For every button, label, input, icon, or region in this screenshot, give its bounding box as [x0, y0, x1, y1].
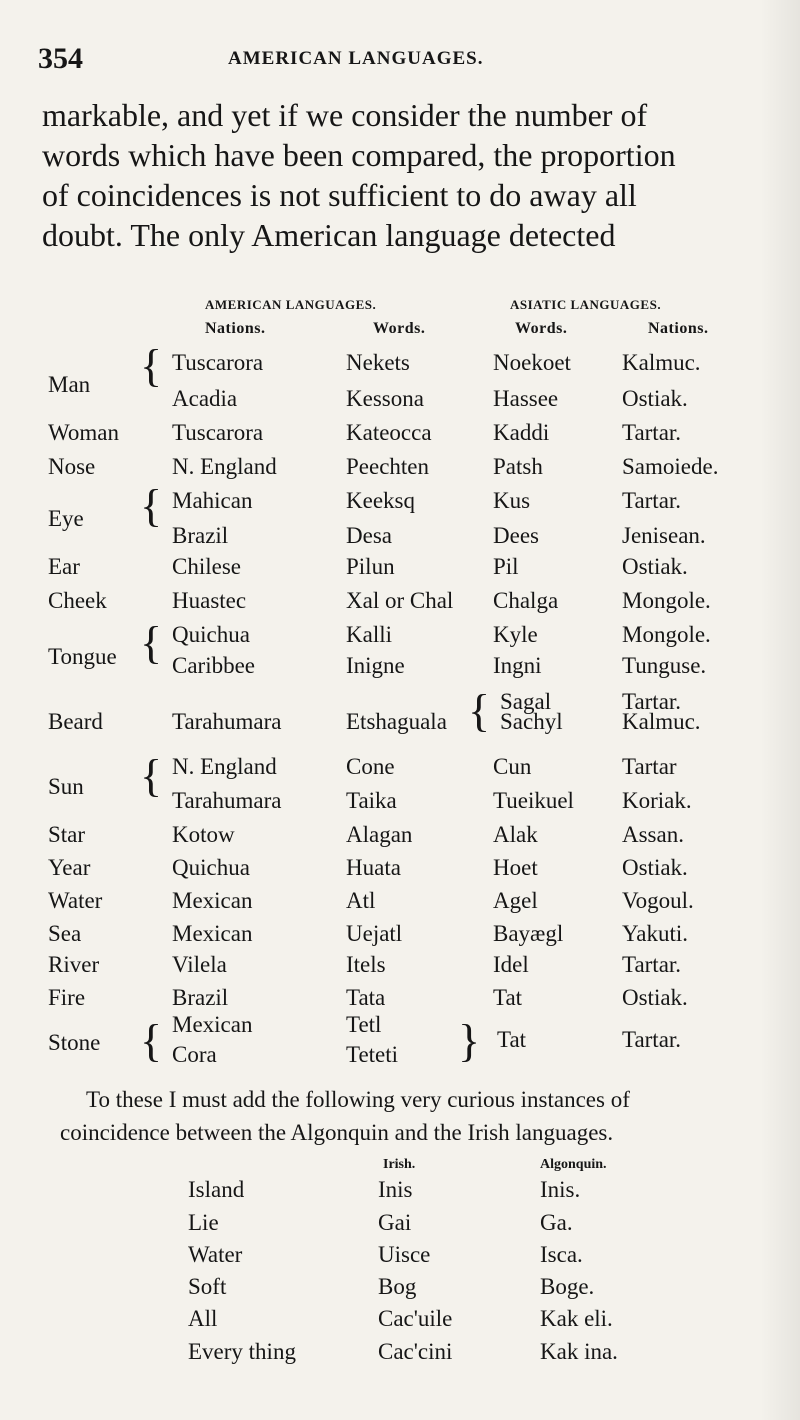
american-nation: Chilese: [172, 554, 241, 579]
irish-term: Uisce: [378, 1242, 431, 1267]
asiatic-nation: Tartar.: [622, 689, 682, 714]
asiatic-word: Kus: [493, 488, 531, 513]
asiatic-nation: Koriak.: [622, 788, 692, 813]
asiatic-nation: Vogoul.: [622, 888, 694, 913]
group-header-asiatic: ASIATIC LANGUAGES.: [510, 297, 662, 312]
asiatic-word: Cun: [493, 754, 532, 779]
american-word: Inigne: [346, 653, 405, 678]
asiatic-word: Alak: [493, 822, 538, 847]
algonquin-term: Kak eli.: [540, 1306, 613, 1331]
american-nation: Huastec: [172, 588, 247, 613]
american-word: Tetl: [346, 1012, 382, 1037]
brace-sun: {: [140, 750, 163, 801]
brace-tongue: {: [140, 617, 163, 668]
asiatic-nation: Assan.: [622, 822, 684, 847]
running-title: AMERICAN LANGUAGES.: [228, 48, 484, 69]
asiatic-nation: Kalmuc.: [622, 350, 701, 375]
english-word: Ear: [48, 554, 80, 579]
intro-line: of coincidences is not sufficient to do away all: [42, 177, 637, 213]
american-word: Desa: [346, 523, 392, 548]
american-nation: N. England: [172, 754, 277, 779]
asiatic-nation: Tartar.: [622, 1027, 682, 1052]
brace-beard: {: [468, 685, 491, 736]
asiatic-word: Idel: [493, 952, 529, 977]
american-word: Taika: [346, 788, 397, 813]
american-word: Kalli: [346, 622, 392, 647]
intro-line: markable, and yet if we consider the number of: [42, 97, 648, 133]
american-nation: Quichua: [172, 622, 250, 647]
page-number: 354: [38, 42, 83, 75]
algonquin-term: Ga.: [540, 1210, 573, 1235]
asiatic-word: Dees: [493, 523, 539, 548]
asiatic-word: Ingni: [493, 653, 542, 678]
american-word: Pilun: [346, 554, 395, 579]
asiatic-word: Hassee: [493, 386, 559, 411]
american-nation: Vilela: [172, 952, 227, 977]
algonquin-term: Boge.: [540, 1274, 595, 1299]
asiatic-nation: Tartar.: [622, 420, 682, 445]
asiatic-word: Kaddi: [493, 420, 550, 445]
asiatic-word: Bayægl: [493, 921, 564, 946]
asiatic-nation: Ostiak.: [622, 554, 688, 579]
american-nation: Mexican: [172, 921, 253, 946]
american-nation: Mahican: [172, 488, 253, 513]
english-word: Water: [48, 888, 103, 913]
asiatic-word: Tat: [497, 1027, 527, 1052]
algonquin-term: Isca.: [540, 1242, 583, 1267]
american-nation: Quichua: [172, 855, 250, 880]
paragraph-line: coincidence between the Algonquin and the Irish languages.: [60, 1120, 614, 1145]
american-nation: Tarahumara: [172, 788, 282, 813]
english-word: Eye: [48, 506, 84, 531]
asiatic-word: Patsh: [493, 454, 543, 479]
english-term: Water: [188, 1242, 243, 1267]
asiatic-word: Agel: [493, 888, 538, 913]
american-nation: Acadia: [172, 386, 238, 411]
english-word: Year: [48, 855, 91, 880]
asiatic-word: Sagal: [500, 689, 552, 714]
brace-man: {: [140, 340, 163, 391]
asiatic-nation: Tartar.: [622, 952, 682, 977]
english-word: Beard: [48, 709, 103, 734]
american-nation: Cora: [172, 1042, 217, 1067]
asiatic-nation: Tartar: [622, 754, 677, 779]
american-nation: Mexican: [172, 1012, 253, 1037]
asiatic-nation: Jenisean.: [622, 523, 706, 548]
american-word: Peechten: [346, 454, 430, 479]
english-word: Star: [48, 822, 86, 847]
american-word: Cone: [346, 754, 395, 779]
english-term: Lie: [188, 1210, 219, 1235]
american-nation: N. England: [172, 454, 277, 479]
american-nation: Tuscarora: [172, 350, 264, 375]
american-nation: Tuscarora: [172, 420, 264, 445]
irish-term: Inis: [378, 1177, 413, 1202]
asiatic-nation: Yakuti.: [622, 921, 689, 946]
running-head: [38, 42, 738, 82]
irish-term: Gai: [378, 1210, 412, 1235]
paragraph-line: To these I must add the following very curious instances of: [86, 1087, 630, 1112]
american-word: Teteti: [346, 1042, 399, 1067]
algonquin-term: Inis.: [540, 1177, 581, 1202]
american-word: Keeksq: [346, 488, 415, 513]
american-word: Kessona: [346, 386, 424, 411]
english-word: River: [48, 952, 100, 977]
american-word: Atl: [346, 888, 376, 913]
col-header-nations-asiatic: Nations.: [648, 320, 709, 337]
irish-term: Bog: [378, 1274, 417, 1299]
asiatic-word: Sachyl: [500, 709, 563, 734]
algonquin-paragraph: [60, 1083, 760, 1149]
american-nation: Caribbee: [172, 653, 256, 678]
english-term: Every thing: [188, 1339, 296, 1364]
group-header-american: AMERICAN LANGUAGES.: [205, 297, 377, 312]
irish-term: Cac'uile: [378, 1306, 453, 1331]
col-header-nations: Nations.: [205, 320, 266, 337]
intro-line: words which have been compared, the proportion: [42, 137, 676, 173]
brace-stone: {: [140, 1015, 163, 1066]
english-word: Man: [48, 372, 91, 397]
asiatic-word: Noekoet: [493, 350, 571, 375]
american-word: Uejatl: [346, 921, 403, 946]
col-header-algonquin: Algonquin.: [540, 1157, 607, 1172]
american-nation: Brazil: [172, 523, 229, 548]
asiatic-word: Pil: [493, 554, 519, 579]
asiatic-word: Hoet: [493, 855, 538, 880]
english-word: Woman: [48, 420, 119, 445]
american-word: Nekets: [346, 350, 410, 375]
asiatic-word: Tueikuel: [493, 788, 574, 813]
intro-text: [42, 95, 732, 255]
brace-stone-right: }: [458, 1015, 481, 1066]
english-term: Island: [188, 1177, 245, 1202]
asiatic-nation: Ostiak.: [622, 985, 688, 1010]
english-word: Sun: [48, 774, 84, 799]
asiatic-nation: Ostiak.: [622, 855, 688, 880]
asiatic-nation: Mongole.: [622, 622, 711, 647]
algonquin-term: Kak ina.: [540, 1339, 618, 1364]
english-word: Sea: [48, 921, 82, 946]
american-nation: Tarahumara: [172, 709, 282, 734]
english-word: Cheek: [48, 588, 107, 613]
intro-line: doubt. The only American language detected: [42, 217, 616, 253]
american-word: Xal or Chal: [346, 588, 454, 613]
asiatic-nation: Tartar.: [622, 488, 682, 513]
asiatic-nation: Samoiede.: [622, 454, 719, 479]
page-edge-shadow: [760, 0, 800, 1420]
american-word: Kateocca: [346, 420, 432, 445]
american-word: Huata: [346, 855, 401, 880]
american-nation: Kotow: [172, 822, 235, 847]
asiatic-word: Kyle: [493, 622, 538, 647]
english-word: Fire: [48, 985, 86, 1010]
american-nation: Mexican: [172, 888, 253, 913]
asiatic-nation: Ostiak.: [622, 386, 688, 411]
american-word: Etshaguala: [346, 709, 447, 734]
english-word: Tongue: [48, 644, 117, 669]
english-term: Soft: [188, 1274, 227, 1299]
col-header-words-asiatic: Words.: [515, 320, 568, 337]
american-word: Alagan: [346, 822, 413, 847]
col-header-words: Words.: [373, 320, 426, 337]
col-header-irish: Irish.: [383, 1157, 416, 1172]
english-word: Stone: [48, 1030, 101, 1055]
english-word: Nose: [48, 454, 96, 479]
english-term: All: [188, 1306, 218, 1331]
american-word: Itels: [346, 952, 386, 977]
asiatic-nation: Tunguse.: [622, 653, 707, 678]
irish-term: Cac'cini: [378, 1339, 453, 1364]
asiatic-word: Chalga: [493, 588, 559, 613]
asiatic-word: Tat: [493, 985, 523, 1010]
brace-eye: {: [140, 480, 163, 531]
asiatic-nation: Mongole.: [622, 588, 711, 613]
american-nation: Brazil: [172, 985, 229, 1010]
asiatic-nation: Kalmuc.: [622, 709, 701, 734]
american-word: Tata: [346, 985, 386, 1010]
